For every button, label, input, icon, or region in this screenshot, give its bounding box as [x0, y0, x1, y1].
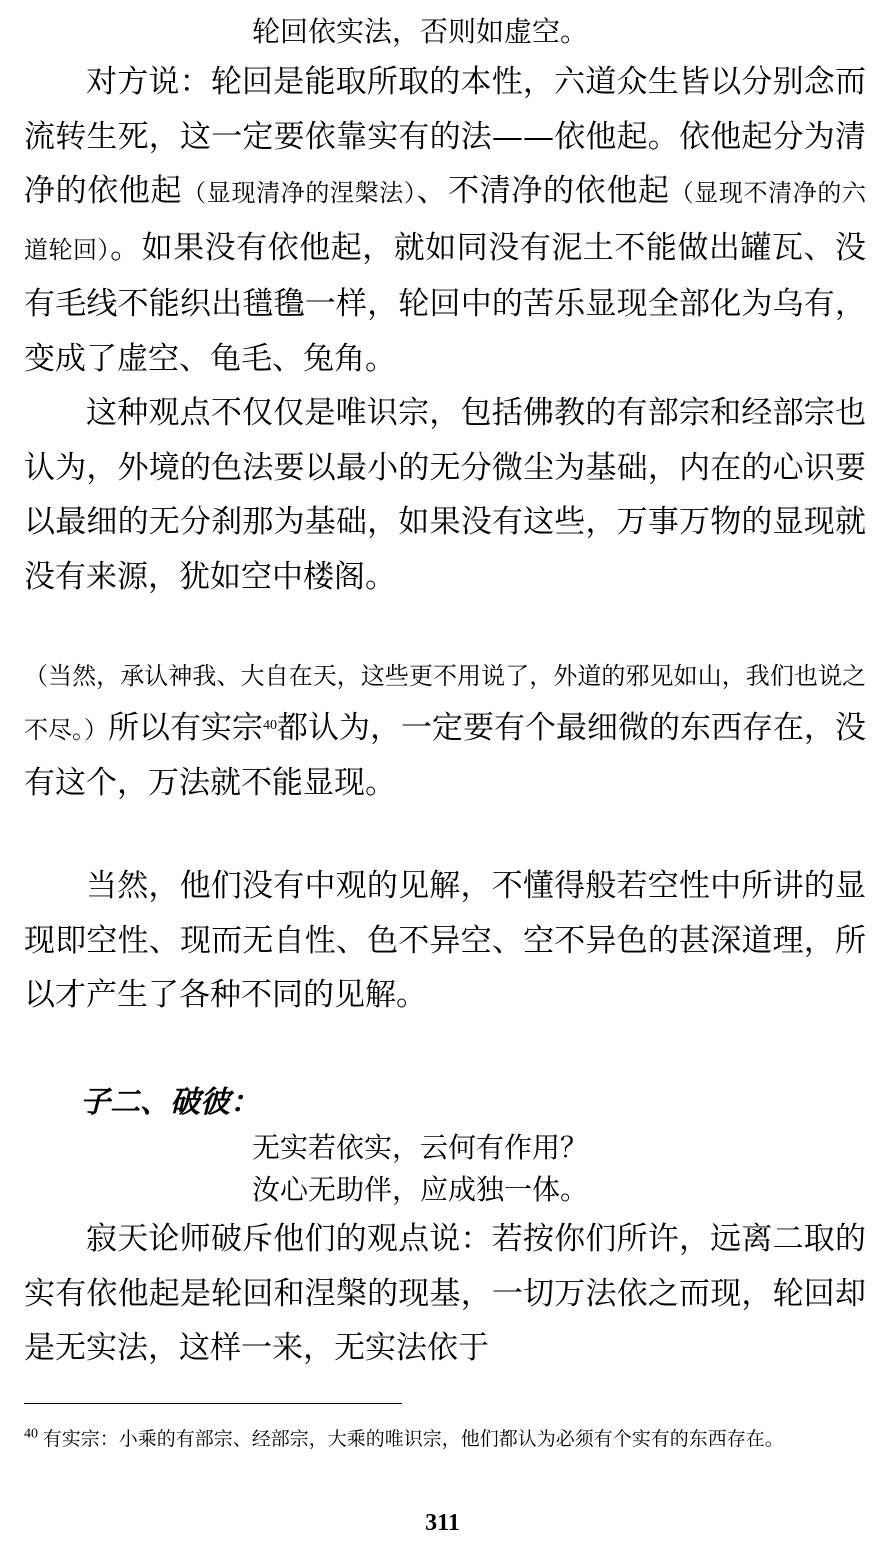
paragraph-2: 这种观点不仅仅是唯识宗，包括佛教的有部宗和经部宗也认为，外境的色法要以最小的无分微尘为基础，内在的心识要以最细的无分刹那为基础，如果没有这些，万事万物的显现就没有来源，犹如空中楼阁。 — [24, 395, 866, 595]
footnote-ref[interactable]: 40 — [263, 718, 277, 733]
main-text-block-3 — [24, 1212, 866, 1376]
footnote-number: 40 — [24, 1426, 38, 1442]
paragraph-3-text-b: 都认为，一定要有个最细微的东西存在，没有这个，万法就不能显现。 — [24, 710, 866, 801]
verse-top: 轮回依实法，否则如虚空。 — [252, 15, 589, 48]
page-number: 311 — [425, 1510, 460, 1536]
paragraph-1-mid: 、不清净的依他起 — [416, 173, 670, 209]
paragraph-1 — [24, 55, 866, 386]
footnote-text: 有实宗：小乘的有部宗、经部宗，大乘的唯识宗，他们都认为必须有个实有的东西存在。 — [42, 1429, 784, 1450]
footnote — [24, 1425, 866, 1455]
paragraph-1-end: 。如果没有依他起，就如同没有泥土不能做出罐瓦、没有毛线不能织出氆氇一样，轮回中的苦乐显现全部化为乌有，变成了虚空、龟毛、兔角。 — [24, 229, 867, 377]
section-heading: 子二、破彼： — [80, 1085, 260, 1120]
paragraph-1-text: 对方说：轮回是能取所取的本性，六道众生皆以分别念而流转生死，这一定要依靠实有的法——依他起。依他起分为清净的依他起 — [24, 64, 866, 209]
paragraph-3-note: （当然，承认神我、大自在天，这些更不用说了，外道的邪见如山，我们也说之不尽。） — [24, 662, 866, 744]
paragraph-3 — [24, 651, 866, 810]
paragraph-3-text-a: 所以有实宗 — [108, 710, 263, 746]
paragraph-1-note-2: （显现不清净的六道轮回） — [24, 179, 867, 264]
main-text-block-2 — [24, 859, 866, 1023]
paragraph-5: 寂天论师破斥他们的观点说：若按你们所许，远离二取的实有依他起是轮回和涅槃的现基，一切万法依之而现，轮回却是无实法，这样一来，无实法依于 — [24, 1221, 866, 1366]
paragraph-1-note-1: （显现清净的涅槃法） — [182, 179, 417, 207]
footnote-divider — [24, 1403, 402, 1404]
verse-2-line-2: 汝心无助伴，应成独一体。 — [252, 1173, 589, 1206]
main-text-block-1 — [24, 55, 866, 604]
verse-2-line-1: 无实若依实，云何有作用？ — [252, 1131, 589, 1164]
paragraph-4: 当然，他们没有中观的见解，不懂得般若空性中所讲的显现即空性、现而无自性、色不异空、空不异色的甚深道理，所以才产生了各种不同的见解。 — [24, 868, 866, 1013]
